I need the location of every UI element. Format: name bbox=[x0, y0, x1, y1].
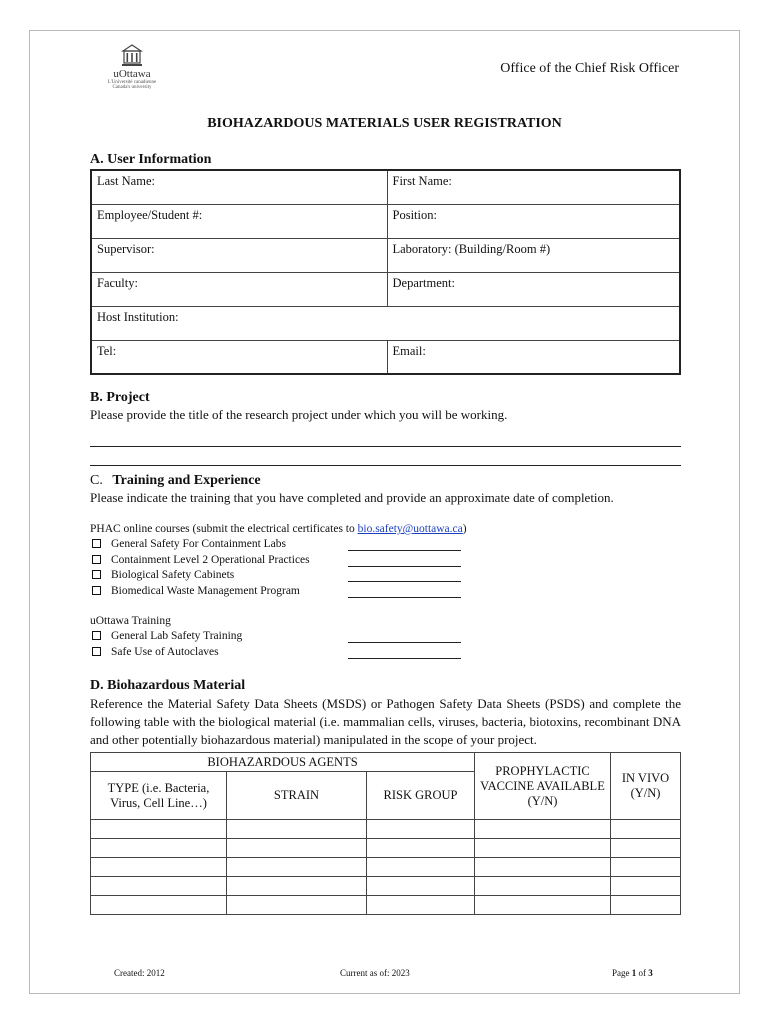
section-d-heading: D. Biohazardous Material bbox=[90, 678, 246, 693]
phac-course-item bbox=[90, 538, 570, 553]
table-cell[interactable] bbox=[475, 877, 611, 896]
table-cell[interactable] bbox=[367, 858, 475, 877]
page-current: 1 bbox=[631, 968, 637, 978]
uottawa-logo bbox=[92, 43, 172, 90]
logo-tagline-fr: L'Université canadienne bbox=[107, 80, 157, 85]
phac-intro-close: ) bbox=[462, 523, 467, 535]
section-c-heading bbox=[90, 473, 261, 489]
table-cell[interactable] bbox=[91, 839, 227, 858]
table-cell[interactable] bbox=[227, 858, 367, 877]
course-checkbox[interactable] bbox=[92, 570, 101, 579]
completion-date-line[interactable] bbox=[348, 647, 461, 659]
biohazardous-agents-table bbox=[90, 752, 681, 915]
logo-name: uOttawa bbox=[113, 68, 151, 80]
footer-page-number bbox=[612, 968, 653, 978]
table-cell[interactable] bbox=[227, 896, 367, 915]
completion-date-line[interactable] bbox=[348, 586, 461, 598]
prophylactic-vaccine-header: PROPHYLACTIC VACCINE AVAILABLE (Y/N) bbox=[475, 753, 611, 820]
course-checkbox[interactable] bbox=[92, 539, 101, 548]
document-page bbox=[29, 30, 740, 994]
page-of: of bbox=[636, 968, 649, 978]
section-d-instructions: Reference the Material Safety Data Sheets (MSDS) or Pathogen Safety Data Sheets (PSDS) and complete the following table with the biological material (i.e. mammalian cells, viruses, bacteria, biotoxins, recombinant DNA and other potentially biohazardous material) manipulated in the scope of your project. bbox=[90, 696, 681, 747]
table-cell[interactable] bbox=[611, 858, 681, 877]
table-cell[interactable] bbox=[611, 839, 681, 858]
table-cell[interactable] bbox=[227, 820, 367, 839]
faculty-field[interactable]: Faculty: bbox=[91, 272, 387, 306]
table-cell[interactable] bbox=[367, 877, 475, 896]
phac-intro bbox=[90, 523, 467, 535]
table-cell[interactable] bbox=[367, 820, 475, 839]
phac-intro-text: PHAC online courses (submit the electrical certificates to bbox=[90, 523, 358, 535]
first-name-field[interactable]: First Name: bbox=[387, 170, 680, 204]
footer-created: Created: 2012 bbox=[114, 968, 165, 978]
table-cell[interactable] bbox=[611, 877, 681, 896]
table-row bbox=[91, 877, 681, 896]
section-c-letter: C. bbox=[90, 473, 103, 488]
table-cell[interactable] bbox=[475, 858, 611, 877]
strain-header: STRAIN bbox=[227, 772, 367, 820]
user-info-table bbox=[90, 169, 681, 375]
agents-group-header: BIOHAZARDOUS AGENTS bbox=[91, 753, 475, 772]
table-cell[interactable] bbox=[475, 896, 611, 915]
table-cell[interactable] bbox=[91, 877, 227, 896]
section-a-heading: A. User Information bbox=[90, 152, 212, 167]
section-b-heading: B. Project bbox=[90, 390, 150, 405]
course-checkbox[interactable] bbox=[92, 631, 101, 640]
biosafety-email-link[interactable]: bio.safety@uottawa.ca bbox=[357, 523, 463, 535]
table-cell[interactable] bbox=[91, 896, 227, 915]
course-checkbox[interactable] bbox=[92, 555, 101, 564]
completion-date-line[interactable] bbox=[348, 631, 461, 643]
section-divider bbox=[90, 465, 681, 466]
employee-student-number-field[interactable]: Employee/Student #: bbox=[91, 204, 387, 238]
project-title-line[interactable] bbox=[90, 446, 681, 447]
course-checkbox[interactable] bbox=[92, 586, 101, 595]
uottawa-training-intro: uOttawa Training bbox=[90, 615, 171, 627]
page-prefix: Page bbox=[612, 968, 632, 978]
phac-course-item bbox=[90, 585, 570, 600]
footer-current: Current as of: 2023 bbox=[340, 968, 410, 978]
uottawa-course-item bbox=[90, 646, 570, 661]
course-label: Biomedical Waste Management Program bbox=[111, 585, 300, 597]
course-label: Biological Safety Cabinets bbox=[111, 569, 235, 581]
table-cell[interactable] bbox=[91, 820, 227, 839]
position-field[interactable]: Position: bbox=[387, 204, 680, 238]
type-header: TYPE (i.e. Bacteria, Virus, Cell Line…) bbox=[91, 772, 227, 820]
section-c-title: Training and Experience bbox=[112, 473, 261, 488]
in-vivo-header: IN VIVO (Y/N) bbox=[611, 753, 681, 820]
completion-date-line[interactable] bbox=[348, 570, 461, 582]
department-field[interactable]: Department: bbox=[387, 272, 680, 306]
host-institution-field[interactable]: Host Institution: bbox=[91, 306, 680, 340]
table-row bbox=[91, 839, 681, 858]
completion-date-line[interactable] bbox=[348, 539, 461, 551]
phac-course-item bbox=[90, 569, 570, 584]
completion-date-line[interactable] bbox=[348, 555, 461, 567]
section-c-instructions: Please indicate the training that you have completed and provide an approximate date of completion. bbox=[90, 490, 614, 505]
table-cell[interactable] bbox=[227, 877, 367, 896]
table-cell[interactable] bbox=[91, 858, 227, 877]
table-cell[interactable] bbox=[611, 896, 681, 915]
logo-tagline-en: Canada's university bbox=[112, 85, 152, 90]
building-icon bbox=[121, 43, 143, 67]
document-title: BIOHAZARDOUS MATERIALS USER REGISTRATION bbox=[207, 116, 562, 131]
phac-course-item bbox=[90, 554, 570, 569]
table-row bbox=[91, 858, 681, 877]
email-field[interactable]: Email: bbox=[387, 340, 680, 374]
risk-group-header: RISK GROUP bbox=[367, 772, 475, 820]
uottawa-course-item bbox=[90, 630, 570, 645]
table-cell[interactable] bbox=[475, 839, 611, 858]
supervisor-field[interactable]: Supervisor: bbox=[91, 238, 387, 272]
section-b-instructions: Please provide the title of the research project under which you will be working. bbox=[90, 407, 508, 422]
table-row bbox=[91, 820, 681, 839]
course-checkbox[interactable] bbox=[92, 647, 101, 656]
table-cell[interactable] bbox=[611, 820, 681, 839]
table-cell[interactable] bbox=[367, 839, 475, 858]
course-label: Safe Use of Autoclaves bbox=[111, 646, 219, 658]
tel-field[interactable]: Tel: bbox=[91, 340, 387, 374]
page-total: 3 bbox=[648, 968, 653, 978]
course-label: Containment Level 2 Operational Practices bbox=[111, 554, 310, 566]
course-label: General Safety For Containment Labs bbox=[111, 538, 287, 550]
office-name: Office of the Chief Risk Officer bbox=[500, 61, 679, 76]
table-cell[interactable] bbox=[475, 820, 611, 839]
table-cell[interactable] bbox=[367, 896, 475, 915]
table-cell[interactable] bbox=[227, 839, 367, 858]
laboratory-field[interactable]: Laboratory: (Building/Room #) bbox=[387, 238, 680, 272]
table-row bbox=[91, 896, 681, 915]
last-name-field[interactable]: Last Name: bbox=[91, 170, 387, 204]
course-label: General Lab Safety Training bbox=[111, 630, 243, 642]
